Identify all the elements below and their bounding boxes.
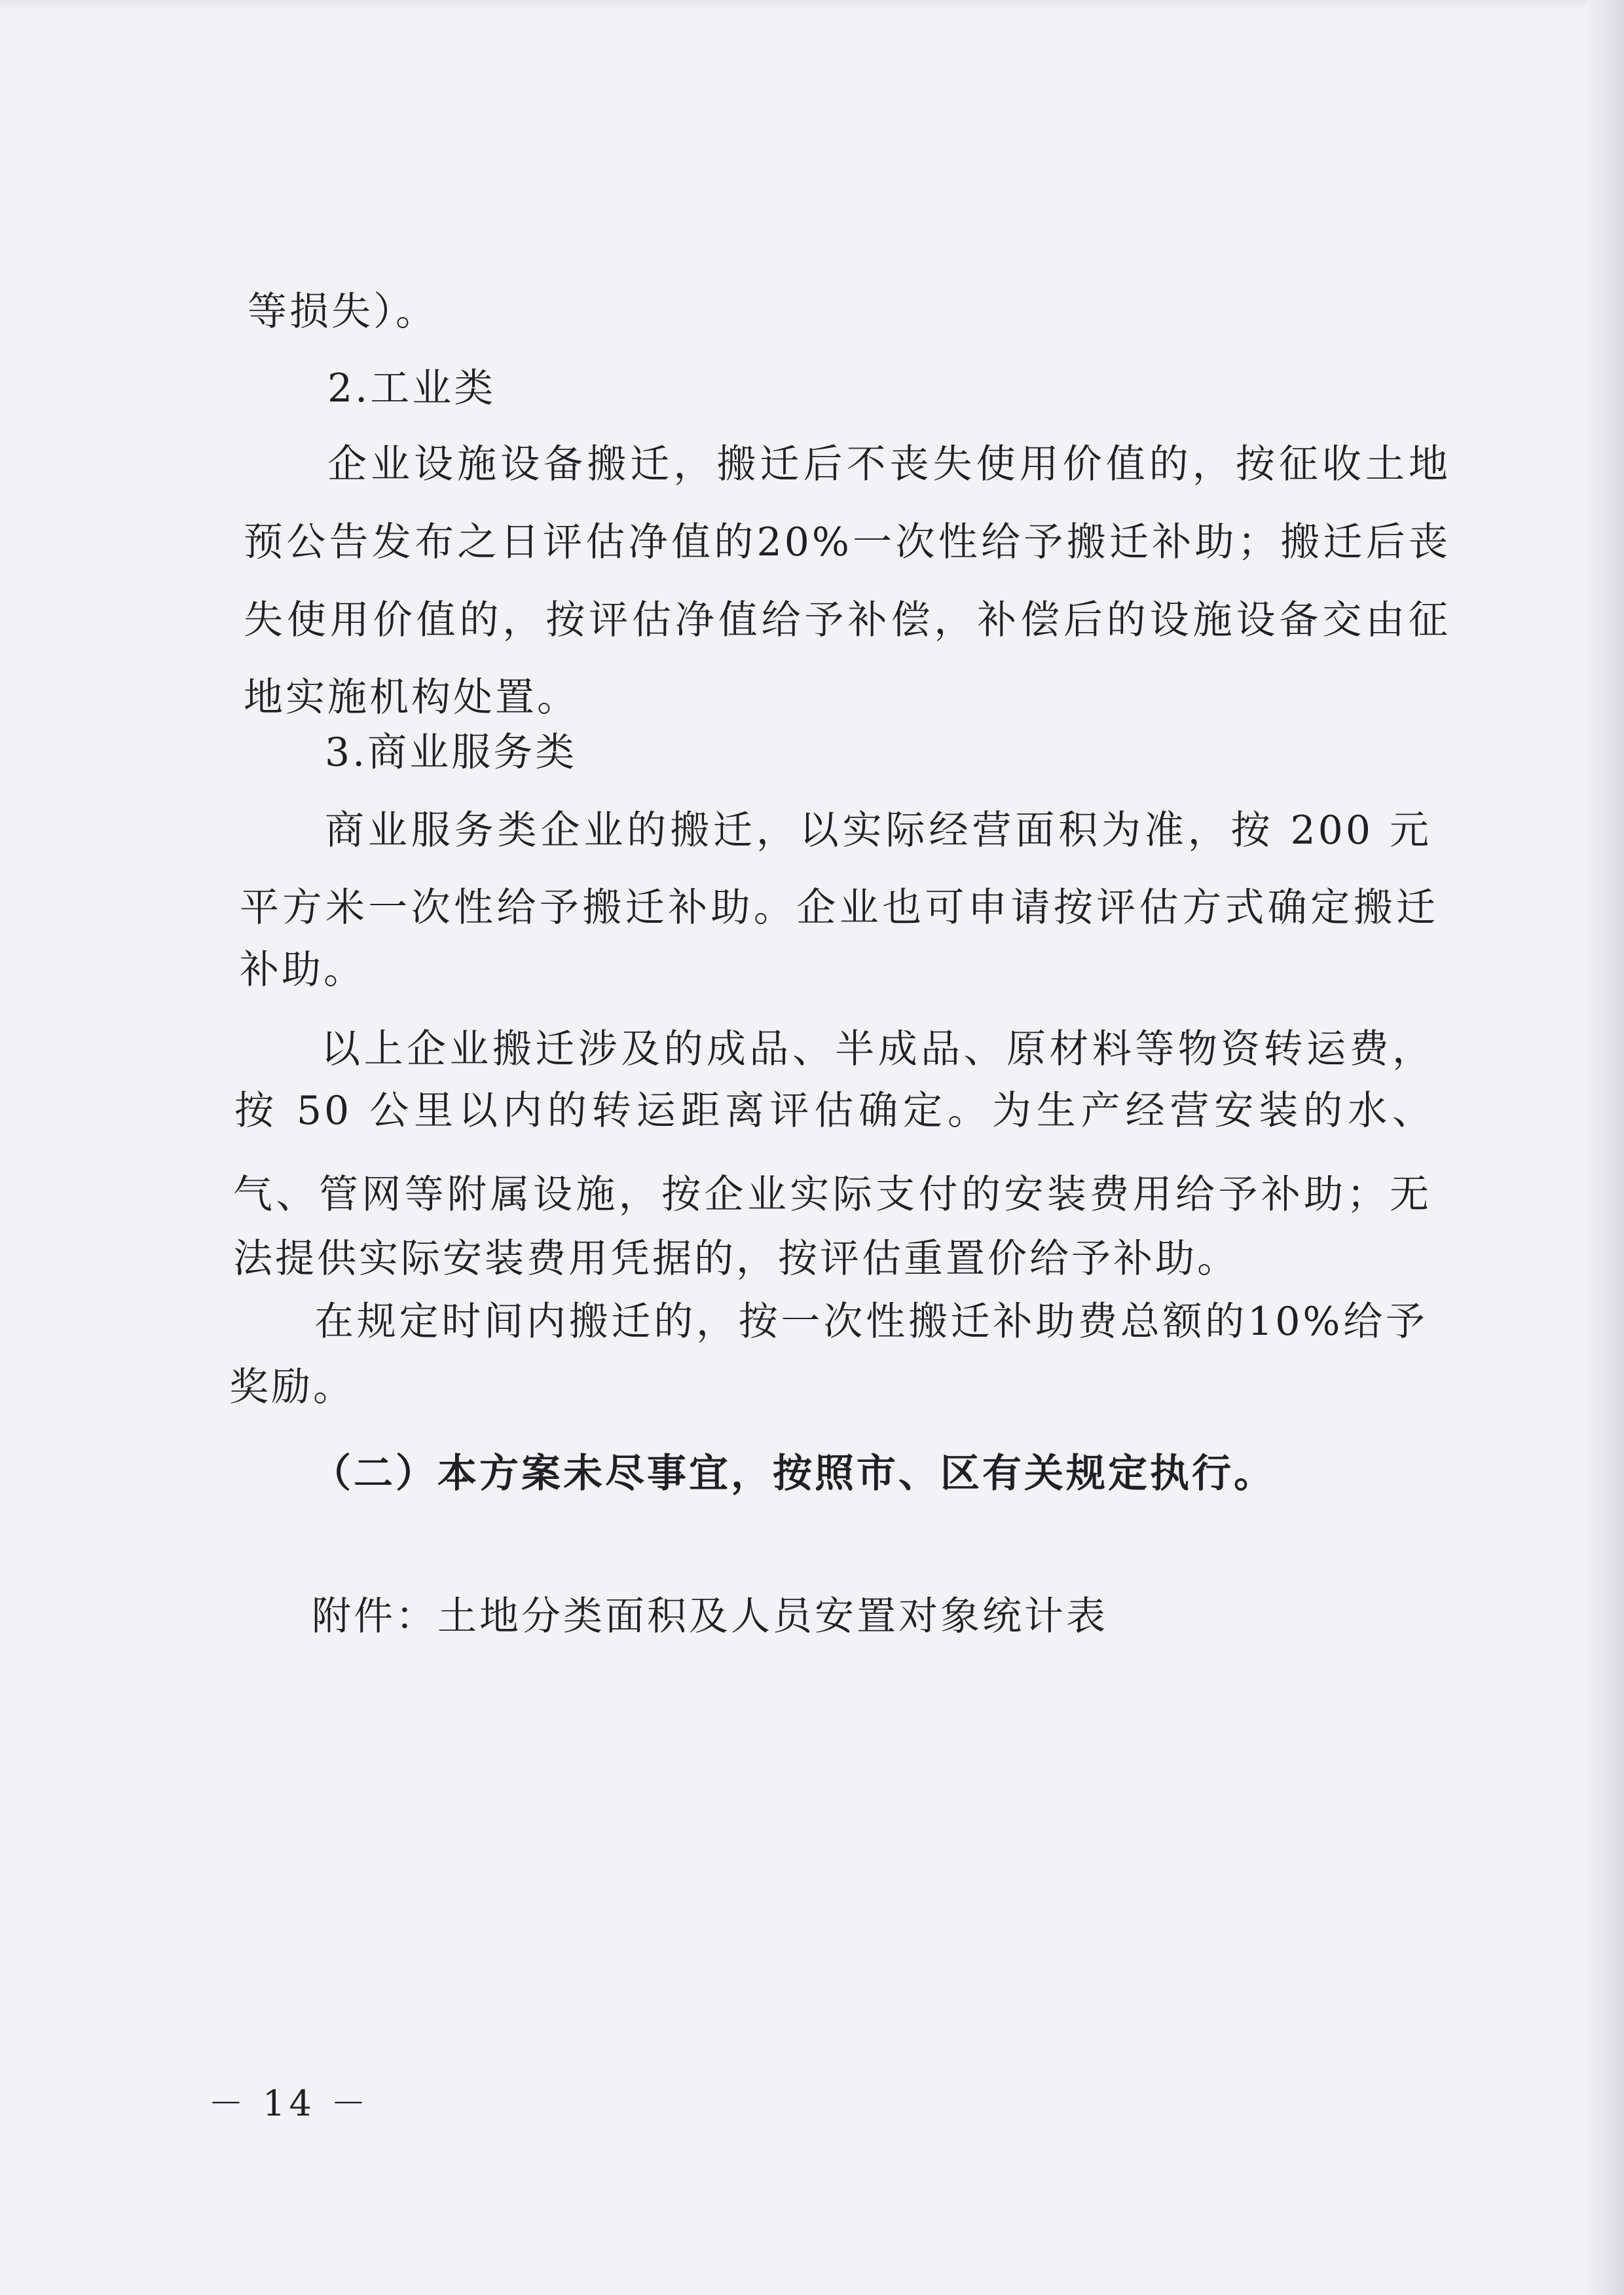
paragraph-line: 以上企业搬迁涉及的成品、半成品、原材料等物资转运费， — [321, 1026, 1434, 1072]
section-heading-commercial: 3.商业服务类 — [325, 730, 578, 775]
paragraph-line: 补助。 — [240, 947, 365, 993]
closing-clause: （二）本方案未尽事宜，按照市、区有关规定执行。 — [312, 1451, 1276, 1497]
attachment-note: 附件：土地分类面积及人员安置对象统计表 — [312, 1594, 1108, 1639]
section-heading-industrial: 2.工业类 — [327, 365, 496, 411]
paragraph-line: 在规定时间内搬迁的，按一次性搬迁补助费总额的10%给予 — [314, 1299, 1428, 1345]
paragraph-line: 商业服务类企业的搬迁，以实际经营面积为准，按 200 元 — [325, 808, 1431, 853]
paragraph-line: 预公告发布之日评估净值的20%一次性给予搬迁补助；搬迁后丧 — [244, 519, 1450, 565]
paragraph-line: 气、管网等附属设施，按企业实际支付的安装费用给予补助；无 — [233, 1172, 1431, 1218]
paragraph-line: 地实施机构处置。 — [244, 675, 579, 720]
paragraph-line: 等损失）。 — [248, 289, 437, 335]
paragraph-line: 失使用价值的，按评估净值给予补偿，补偿后的设施设备交由征 — [244, 597, 1450, 643]
page-number: － 14 － — [208, 2083, 371, 2124]
paragraph-line: 平方米一次性给予搬迁补助。企业也可申请按评估方式确定搬迁 — [240, 885, 1438, 931]
paragraph-line: 按 50 公里以内的转运距离评估确定。为生产经营安装的水、 — [234, 1088, 1434, 1134]
paragraph-line: 法提供实际安装费用凭据的，按评估重置价给予补助。 — [233, 1236, 1239, 1282]
paragraph-line: 企业设施设备搬迁，搬迁后不丧失使用价值的，按征收土地 — [327, 441, 1450, 487]
paragraph-line: 奖励。 — [229, 1364, 355, 1410]
